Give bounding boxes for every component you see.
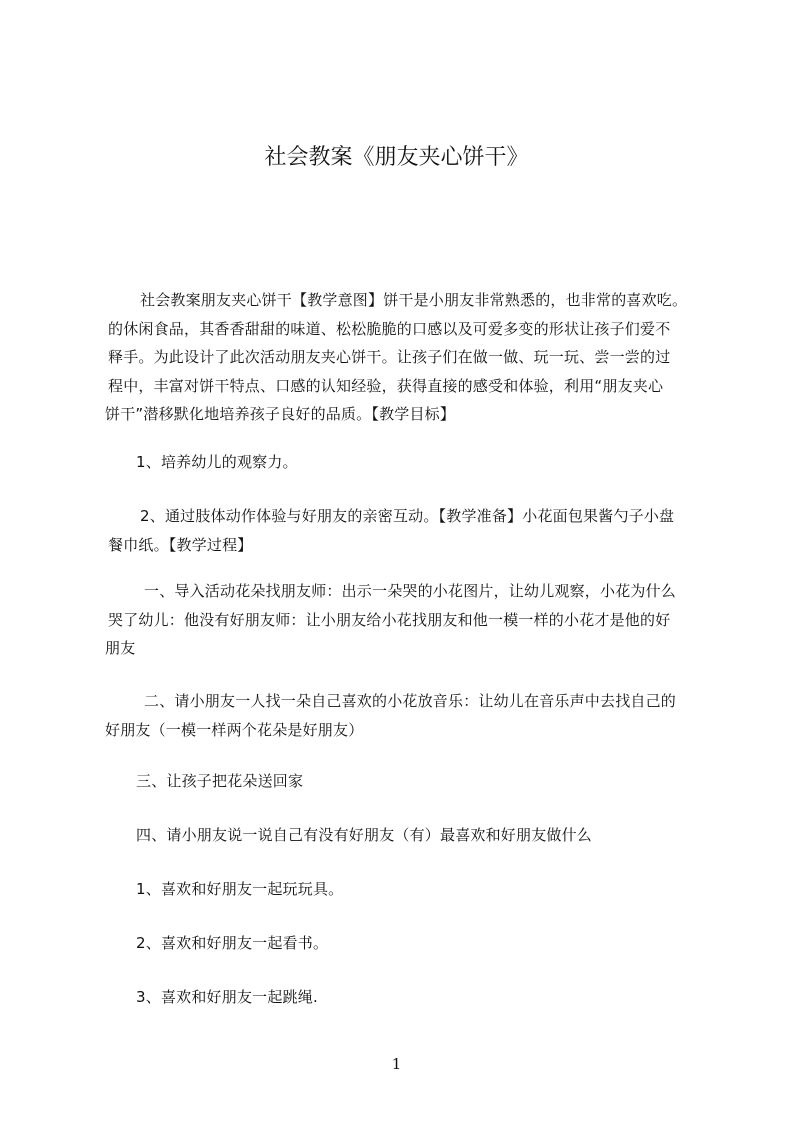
page-number: 1	[391, 1055, 402, 1073]
paragraph-answer-1	[100, 875, 710, 904]
paragraph-intro	[100, 286, 710, 429]
paragraph-step-2	[100, 687, 710, 744]
paragraph-line: 程中，丰富对饼干特点、口感的认知经验，获得直接的感受和体验，利用“朋友夹心	[108, 376, 664, 395]
paragraph-step-4	[100, 821, 710, 850]
paragraph-line: 1、喜欢和好朋友一起玩玩具。	[136, 880, 344, 898]
paragraph-line: 二、请小朋友一人找一朵自己喜欢的小花放音乐：让幼儿在音乐声中去找自己的	[144, 692, 677, 710]
paragraph-line: 社会教案朋友夹心饼干【教学意图】饼干是小朋友非常熟悉的，也非常的喜欢吃。	[140, 291, 688, 309]
paragraph-line: 四、请小朋友说一说自己有没有好朋友（有）最喜欢和好朋友做什么	[136, 826, 593, 844]
paragraph-line: 饼干”潜移默化地培养孩子良好的品质。【教学目标】	[105, 405, 456, 423]
paragraph-step-3	[100, 767, 710, 796]
paragraph-line: 2、通过肢体动作体验与好朋友的亲密互动。【教学准备】小花面包果酱勺子小盘	[140, 507, 675, 525]
paragraph-answer-2	[100, 929, 710, 958]
paragraph-line: 3、喜欢和好朋友一起跳绳.	[136, 988, 318, 1006]
paragraph-line: 一、导入活动花朵找朋友师：出示一朵哭的小花图片，让幼儿观察，小花为什么	[144, 582, 677, 600]
paragraph-line: 好朋友（一模一样两个花朵是好朋友）	[105, 720, 364, 739]
paragraph-goal-2	[100, 502, 710, 559]
document-title: 社会教案《朋友夹心饼干》	[264, 145, 529, 170]
paragraph-line: 朋友	[105, 639, 136, 657]
paragraph-line: 餐巾纸。【教学过程】	[108, 535, 253, 554]
paragraph-goal-1	[100, 448, 710, 477]
paragraph-answer-3	[100, 983, 710, 1012]
paragraph-step-1	[100, 577, 710, 663]
paragraph-line: 1、培养幼儿的观察力。	[136, 453, 298, 471]
paragraph-line: 三、让孩子把花朵送回家	[136, 772, 304, 790]
paragraph-line: 2、喜欢和好朋友一起看书。	[136, 934, 329, 952]
paragraph-line: 的休闲食品，其香香甜甜的味道、松松脆脆的口感以及可爱多变的形状让孩子们爱不	[108, 319, 671, 338]
paragraph-line: 哭了幼儿：他没有好朋友师：让小朋友给小花找朋友和他一模一样的小花才是他的好	[108, 610, 671, 629]
paragraph-line: 释手。为此设计了此次活动朋友夹心饼干。让孩子们在做一做、玩一玩、尝一尝的过	[108, 348, 671, 366]
